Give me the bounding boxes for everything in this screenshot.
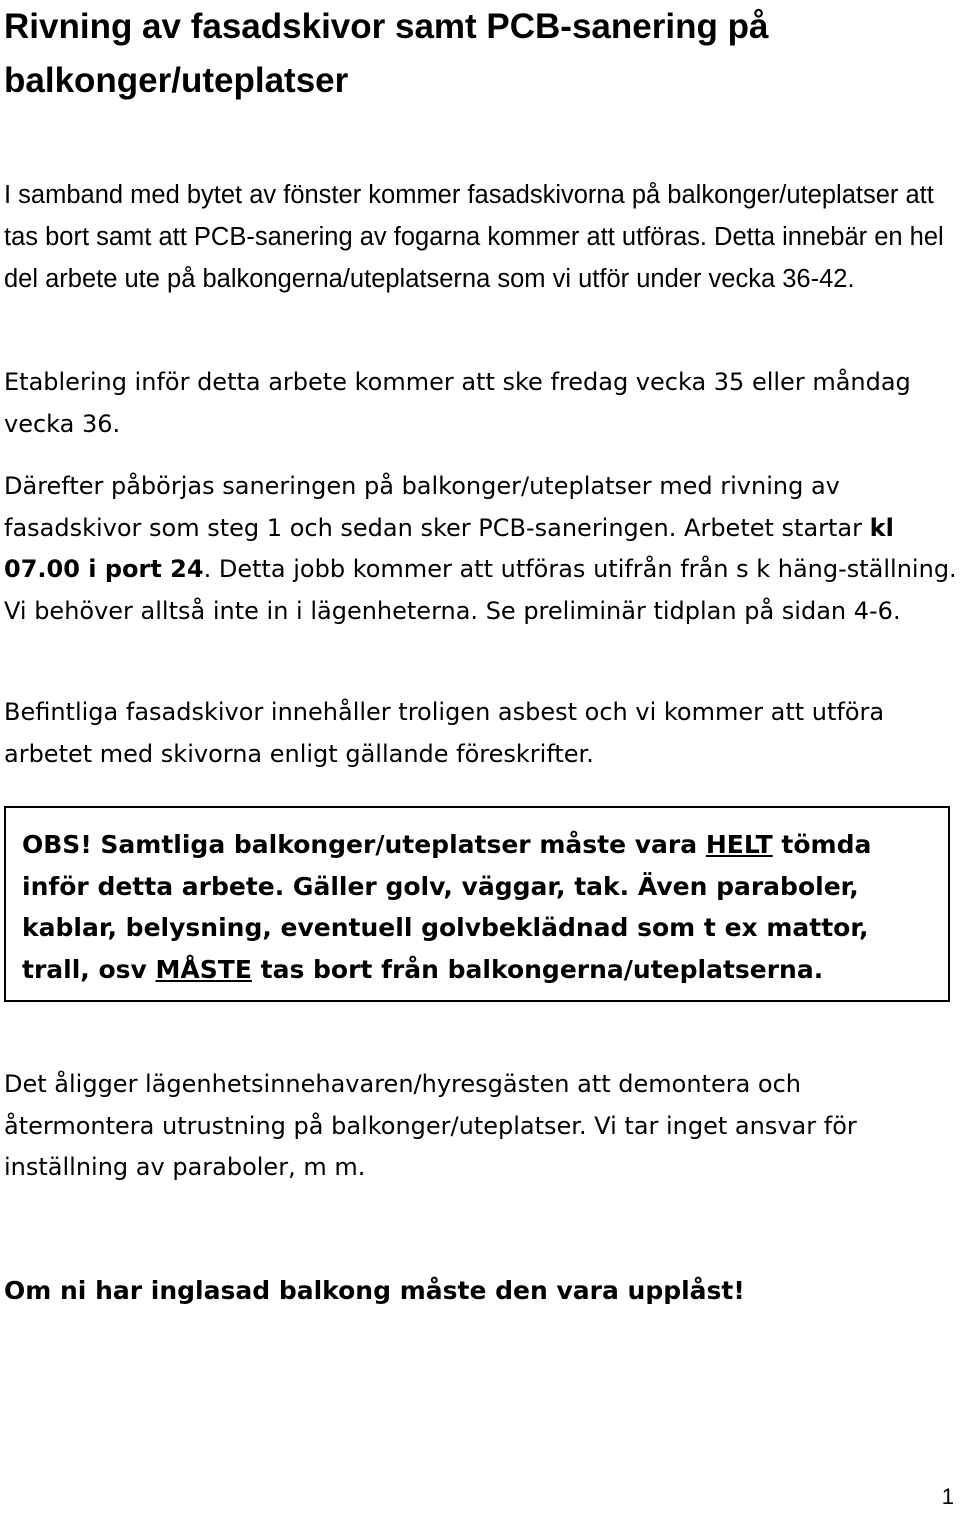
obs-text-1: OBS! Samtliga balkonger/uteplatser måste vara xyxy=(22,830,706,859)
befintliga-paragraph: Befintliga fasadskivor innehåller troligen asbest och vi kommer att utföra arbetet med skivorna enligt gällande föreskrifter. xyxy=(4,698,885,768)
darefter-paragraph xyxy=(4,466,958,632)
darefter-text-2: . Detta jobb kommer att utföras utifrån från s k häng-ställning. Vi behöver alltså inte in i lägenheterna. Se preliminär tidplan på sidan 4-6. xyxy=(4,555,957,625)
obs-maste-emphasis: MÅSTE xyxy=(155,954,252,984)
obs-text-3: tas bort från balkongerna/uteplatserna. xyxy=(251,954,824,984)
page-title: Rivning av fasadskivor samt PCB-sanering på balkonger/uteplatser xyxy=(4,7,769,100)
etablering-paragraph: Etablering inför detta arbete kommer att ske fredag vecka 35 eller måndag vecka 36. xyxy=(4,368,911,438)
inglasad-balkong-notice: Om ni har inglasad balkong måste den vara upplåst! xyxy=(4,1276,745,1305)
obs-notice-box xyxy=(4,806,950,1002)
aligger-paragraph: Det åligger lägenhetsinnehavaren/hyresgästen att demontera och återmontera utrustning på balkonger/uteplatser. Vi tar inget ansvar för inställning av paraboler, m m. xyxy=(4,1070,857,1181)
intro-paragraph: I samband med bytet av fönster kommer fasadskivorna på balkonger/uteplatser att tas bort samt att PCB-sanering av fogarna kommer att utföras. Detta innebär en hel del arbete ute på balkongerna/uteplatserna som vi utför under vecka 36-42. xyxy=(4,181,944,293)
start-time-location: kl 07.00 i port 24 xyxy=(4,513,894,583)
obs-helt-emphasis: HELT xyxy=(705,830,773,859)
obs-notice-text xyxy=(22,824,934,990)
page-number: 1 xyxy=(941,1484,954,1509)
obs-text-2: tömda inför detta arbete. Gäller golv, väggar, tak. Även paraboler, kablar, belysning, eventuell golvbeklädnad som t ex mattor, trall, osv xyxy=(22,830,872,984)
darefter-text-1: Därefter påbörjas saneringen på balkonger/uteplatser med rivning av fasadskivor som steg 1 och sedan sker PCB-saneringen. Arbetet startar xyxy=(4,472,870,542)
